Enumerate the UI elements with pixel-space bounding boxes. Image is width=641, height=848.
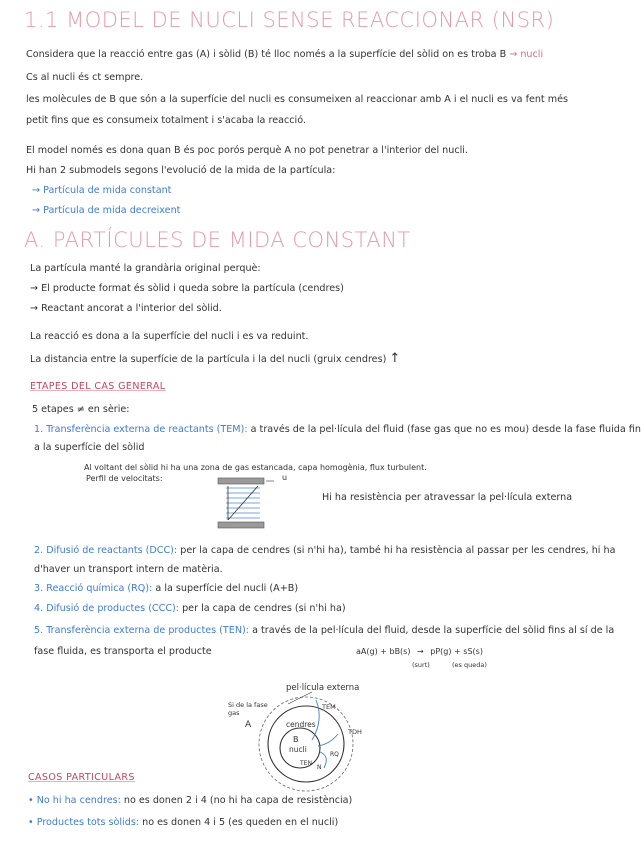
ten-label: TEN — [300, 760, 312, 767]
intro-line-2: Cs al nucli és ct sempre. — [26, 72, 144, 83]
cas-2-title: • Productes tots sòlids: — [28, 817, 140, 828]
etapa-1-title: 1. Transferència externa de reactants (TEM): — [34, 424, 248, 435]
external-film-circle — [259, 697, 353, 791]
equation — [356, 647, 483, 656]
submodel-decreixent: → Partícula de mida decreixent — [32, 205, 181, 216]
cas-2-text: no es donen 4 i 5 (es queden en el nucli) — [142, 817, 339, 828]
section-a-line-3: → Reactant ancorat a l'interior del sòlid. — [30, 303, 222, 314]
cas-1 — [28, 795, 352, 806]
cendres-label: cendres — [286, 720, 316, 729]
top-plate — [218, 478, 264, 484]
particle-circle — [268, 706, 344, 782]
film-leader-line — [288, 692, 312, 704]
submodel-constant: → Partícula de mida constant — [32, 185, 172, 196]
etapa-1 — [34, 424, 641, 435]
intro-line-1-text: Considera que la reacció entre gas (A) i sòlid (B) té lloc només a la superfície del sòlid on es troba B — [26, 49, 507, 60]
section-a-line-1: La partícula manté la grandària original perquè: — [30, 263, 261, 274]
intro-line-5: El model només es dona quan B és poc porós perquè A no pot penetrar a l'interior del nucli. — [26, 145, 468, 156]
equation-sub-surt: (surt) — [412, 661, 430, 669]
etapa-2 — [34, 545, 615, 556]
casos-title: CASOS PARTICULARS — [28, 772, 135, 783]
etapa-5-title: 5. Transferència externa de productes (TEN): — [34, 625, 249, 636]
intro-line-3: les molècules de B que són a la superfície del nucli es consumeixen al reaccionar amb A i el nucli es va fent més — [26, 94, 568, 105]
etapa-1-text-2: a la superfície del sòlid — [34, 442, 145, 453]
bottom-plate — [218, 522, 264, 528]
etapes-intro: 5 etapes ≠ en sèrie: — [32, 404, 130, 415]
n-label: N — [317, 764, 322, 771]
increase-arrow-icon: ↑ — [389, 351, 401, 366]
equation-right: pP(g) + sS(s) — [430, 647, 483, 656]
etapa-1-text: a través de la pel·lícula del fluid (fase gas que no es mou) desde la fase fluida fin — [250, 424, 641, 435]
section-a-line-4: La reacció es dona a la superfície del nucli i es va reduint. — [30, 331, 309, 342]
etapa-1-note-2: Perfil de velocitats: — [86, 474, 163, 483]
cas-1-text: no es donen 2 i 4 (no hi ha capa de resistència) — [123, 795, 353, 806]
reactant-a-label: A — [245, 720, 252, 730]
page-title: 1.1 MODEL DE NUCLI SENSE REACCIONAR (NSR) — [24, 8, 555, 32]
etapa-2-text: per la capa de cendres (si n'hi ha), també hi ha resistència al passar per les cendres, hi ha — [180, 545, 616, 556]
cas-1-title: • No hi ha cendres: — [28, 795, 121, 806]
section-a-line-5-text: La distancia entre la superfície de la partícula i la del nucli (gruix cendres) — [30, 354, 387, 365]
section-a-line-5 — [30, 351, 400, 366]
etapa-4-title: 4. Difusió de productes (CCC): — [34, 603, 180, 614]
etapa-5 — [34, 625, 614, 636]
etapa-2-text-2: d'haver un transport intern de matèria. — [34, 564, 223, 575]
etapa-5-text: a través de la pel·lícula del fluid, desde la superfície del sòlid fins al sí de la — [252, 625, 615, 636]
tem-label: TEM — [322, 703, 336, 711]
nucli-label: nucli — [289, 745, 307, 754]
etapa-2-title: 2. Difusió de reactants (DCC): — [34, 545, 178, 556]
etapa-1-right-note: Hi ha resistència per atravessar la pel·lícula externa — [322, 492, 573, 503]
intro-nucli-arrow: → nucli — [509, 49, 544, 60]
tdh-path — [318, 734, 338, 746]
intro-line-1 — [26, 49, 543, 60]
section-a-title: A. PARTÍCULES DE MIDA CONSTANT — [24, 228, 411, 252]
etapa-3-text: a la superfície del nucli (A+B) — [155, 583, 299, 594]
fase-gas-label-2: gas — [228, 709, 240, 717]
intro-line-6: Hi han 2 submodels segons l'evolució de la mida de la partícula: — [26, 165, 336, 176]
etapa-4 — [34, 603, 346, 614]
etapes-title: ETAPES DEL CAS GENERAL — [30, 381, 166, 392]
tdh-label: TDH — [348, 728, 362, 736]
etapa-5-text-2: fase fluida, es transporta el producte — [34, 646, 212, 657]
rq-label: RQ — [330, 751, 339, 758]
etapa-3-title: 3. Reacció química (RQ): — [34, 583, 153, 594]
etapa-1-note-1: Al voltant del sòlid hi ha una zona de gas estancada, capa homogènia, flux turbulent. — [84, 463, 427, 472]
velocity-u-label: u — [282, 473, 288, 482]
equation-sub-queda: (es queda) — [452, 661, 487, 669]
intro-line-4: petit fins que es consumeix totalment i s'acaba la reacció. — [26, 115, 306, 126]
cas-2 — [28, 817, 338, 828]
section-a-line-2: → El producte format és sòlid i queda sobre la partícula (cendres) — [30, 283, 344, 294]
particle-diagram — [254, 690, 364, 796]
b-label: B — [293, 735, 299, 744]
film-label: pel·lícula externa — [286, 683, 360, 693]
equation-left: aA(g) + bB(s) — [356, 647, 411, 656]
etapa-4-text: per la capa de cendres (si n'hi ha) — [182, 603, 346, 614]
velocity-profile-diagram — [214, 474, 276, 534]
etapa-3 — [34, 583, 298, 594]
equation-arrow-icon: → — [417, 647, 424, 656]
fase-gas-label-1: Si de la fase — [228, 701, 268, 709]
